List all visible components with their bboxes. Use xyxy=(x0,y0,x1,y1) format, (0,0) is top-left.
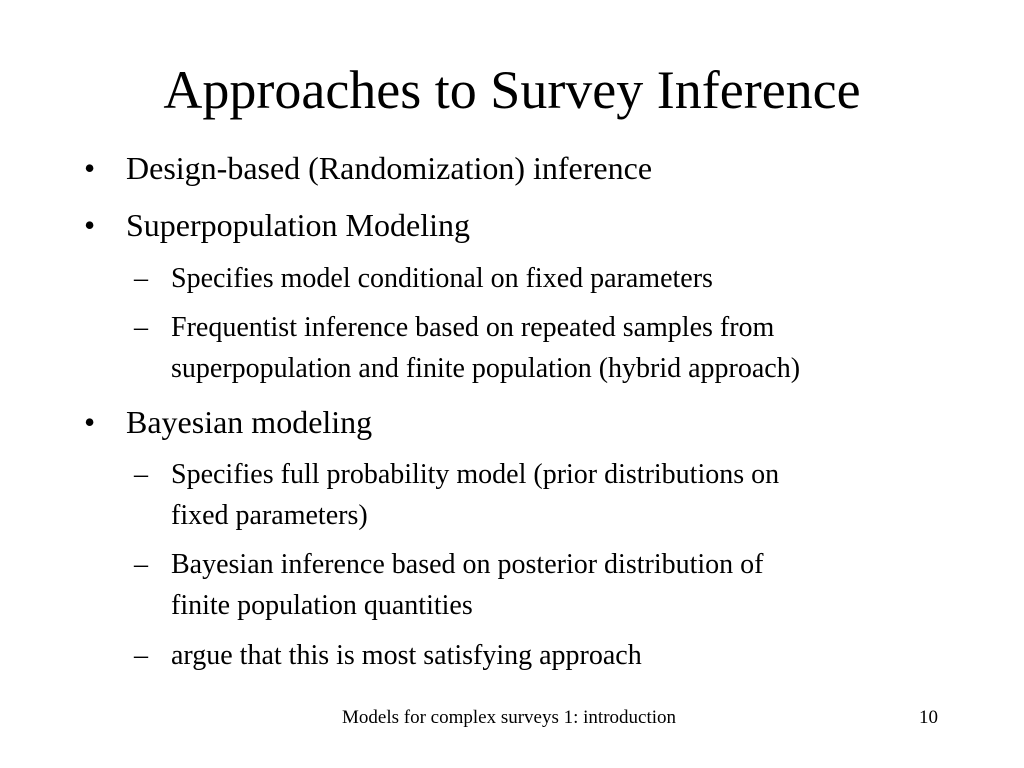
dash-marker: – xyxy=(134,459,148,490)
dash-marker: – xyxy=(134,640,148,671)
subitem-text-line-2: finite population quantities xyxy=(171,590,473,621)
subitem-text-line-1: Specifies full probability model (prior distributions on xyxy=(171,459,780,490)
dash-marker: – xyxy=(134,549,148,580)
bullet-marker: • xyxy=(84,404,96,440)
footer-title: Models for complex surveys 1: introduction xyxy=(342,707,677,728)
subitem-text: Specifies model conditional on fixed parameters xyxy=(171,263,713,294)
subitem-text-line-2: superpopulation and finite population (hybrid approach) xyxy=(171,353,801,384)
dash-marker: – xyxy=(134,312,148,343)
subitem-text-line-1: Bayesian inference based on posterior distribution of xyxy=(171,549,764,580)
page-number: 10 xyxy=(919,707,938,728)
bullet-marker: • xyxy=(84,207,96,243)
bullet-text: Bayesian modeling xyxy=(126,404,373,440)
dash-marker: – xyxy=(134,263,148,294)
bullet-text: Superpopulation Modeling xyxy=(126,207,470,243)
subitem-text-line-1: Frequentist inference based on repeated samples from xyxy=(171,312,775,343)
subitem-text: argue that this is most satisfying approach xyxy=(171,640,642,671)
bullet-marker: • xyxy=(84,150,96,186)
slide-title: Approaches to Survey Inference xyxy=(163,60,861,120)
bullet-text: Design-based (Randomization) inference xyxy=(126,150,653,186)
subitem-text-line-2: fixed parameters) xyxy=(171,500,368,531)
